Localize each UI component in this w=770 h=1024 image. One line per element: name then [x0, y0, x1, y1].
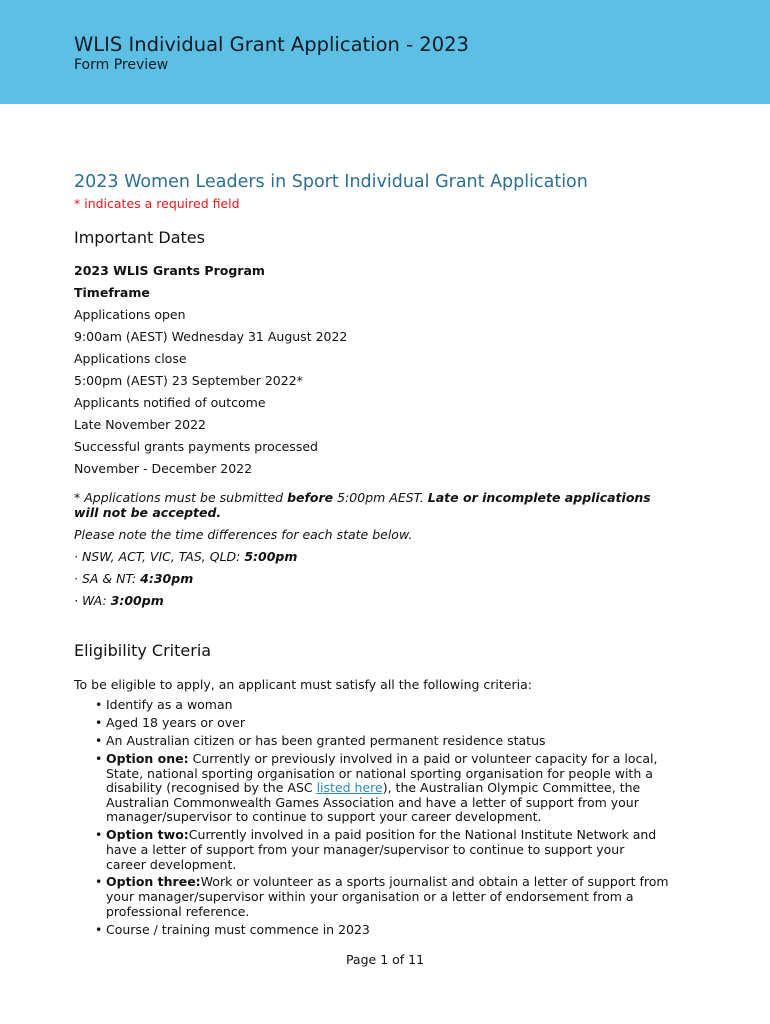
criterion-text: Work or volunteer as a sports journalist and obtain a letter of support from your manager/supervisor within your organisation or a letter of endorsement from a professional reference.: [106, 874, 669, 919]
date-line: 9:00am (AEST) Wednesday 31 August 2022: [74, 329, 348, 344]
list-item: [98, 734, 688, 749]
date-line: November - December 2022: [74, 461, 253, 476]
required-field-note: * indicates a required field: [74, 196, 240, 211]
important-dates-heading: Important Dates: [74, 228, 205, 247]
page-header: [0, 0, 770, 104]
list-item: [98, 828, 688, 872]
list-item: [98, 716, 688, 731]
date-line: 5:00pm (AEST) 23 September 2022*: [74, 373, 303, 388]
criterion-text: ), the Australian Olympic Committee, the Australian Commonwealth Games Association and have a letter of support from your manager/supervisor to continue to support your career development.: [106, 780, 641, 825]
page-title: WLIS Individual Grant Application - 2023: [74, 33, 469, 56]
submission-note-warning-cont: will not be accepted.: [74, 505, 222, 520]
state-names: · WA:: [74, 593, 111, 608]
eligibility-heading: Eligibility Criteria: [74, 641, 212, 660]
time-diff-note: Please note the time differences for each state below.: [74, 527, 413, 542]
submission-note-warning: Late or incomplete applications: [427, 490, 651, 505]
criterion-text: An Australian citizen or has been granted permanent residence status: [106, 732, 546, 748]
date-line: Successful grants payments processed: [74, 439, 318, 454]
criterion-text: Currently or previously involved in a paid or volunteer capacity for a local, State, national sporting organisation or national sporting organisation for people with a disability (recognised by the ASC: [106, 750, 658, 796]
timeframe-label: Timeframe: [74, 285, 150, 300]
eligibility-list: [98, 698, 688, 941]
page-subtitle: Form Preview: [74, 57, 169, 73]
state-deadline: 5:00pm: [244, 549, 298, 564]
state-time: [74, 593, 164, 609]
option-label: Option three:: [106, 874, 201, 890]
criterion-text: Aged 18 years or over: [106, 714, 245, 730]
submission-note-part: 5:00pm AEST.: [333, 490, 428, 505]
eligibility-intro: To be eligible to apply, an applicant must satisfy all the following criteria:: [74, 677, 532, 692]
listed-here-link[interactable]: listed here: [316, 780, 383, 796]
program-title: 2023 WLIS Grants Program: [74, 263, 265, 278]
submission-note-before: before: [287, 490, 334, 505]
state-names: · NSW, ACT, VIC, TAS, QLD:: [74, 549, 245, 564]
list-item: [98, 698, 688, 713]
option-label: Option one:: [106, 750, 189, 766]
criterion-text: Currently involved in a paid position for the National Institute Network and have a letter of support from your manager/supervisor to continue to support your career development.: [106, 827, 657, 872]
state-names: · SA & NT:: [74, 571, 141, 586]
list-item: [98, 923, 688, 938]
list-item: [98, 752, 688, 825]
date-line: Late November 2022: [74, 417, 207, 432]
date-line: Applications close: [74, 351, 187, 366]
date-line: Applications open: [74, 307, 186, 322]
criterion-text: Course / training must commence in 2023: [106, 921, 370, 937]
submission-note-part: * Applications must be submitted: [74, 490, 288, 505]
option-label: Option two:: [106, 827, 189, 843]
state-time: [74, 571, 193, 587]
state-deadline: 4:30pm: [140, 571, 194, 586]
criterion-text: Identify as a woman: [106, 697, 233, 712]
list-item: [98, 875, 688, 919]
submission-note: [74, 490, 651, 506]
state-deadline: 3:00pm: [110, 593, 164, 608]
form-title: 2023 Women Leaders in Sport Individual Grant Application: [74, 172, 588, 192]
page-number: Page 1 of 11: [345, 952, 425, 967]
date-line: Applicants notified of outcome: [74, 395, 266, 410]
state-time: [74, 549, 297, 565]
